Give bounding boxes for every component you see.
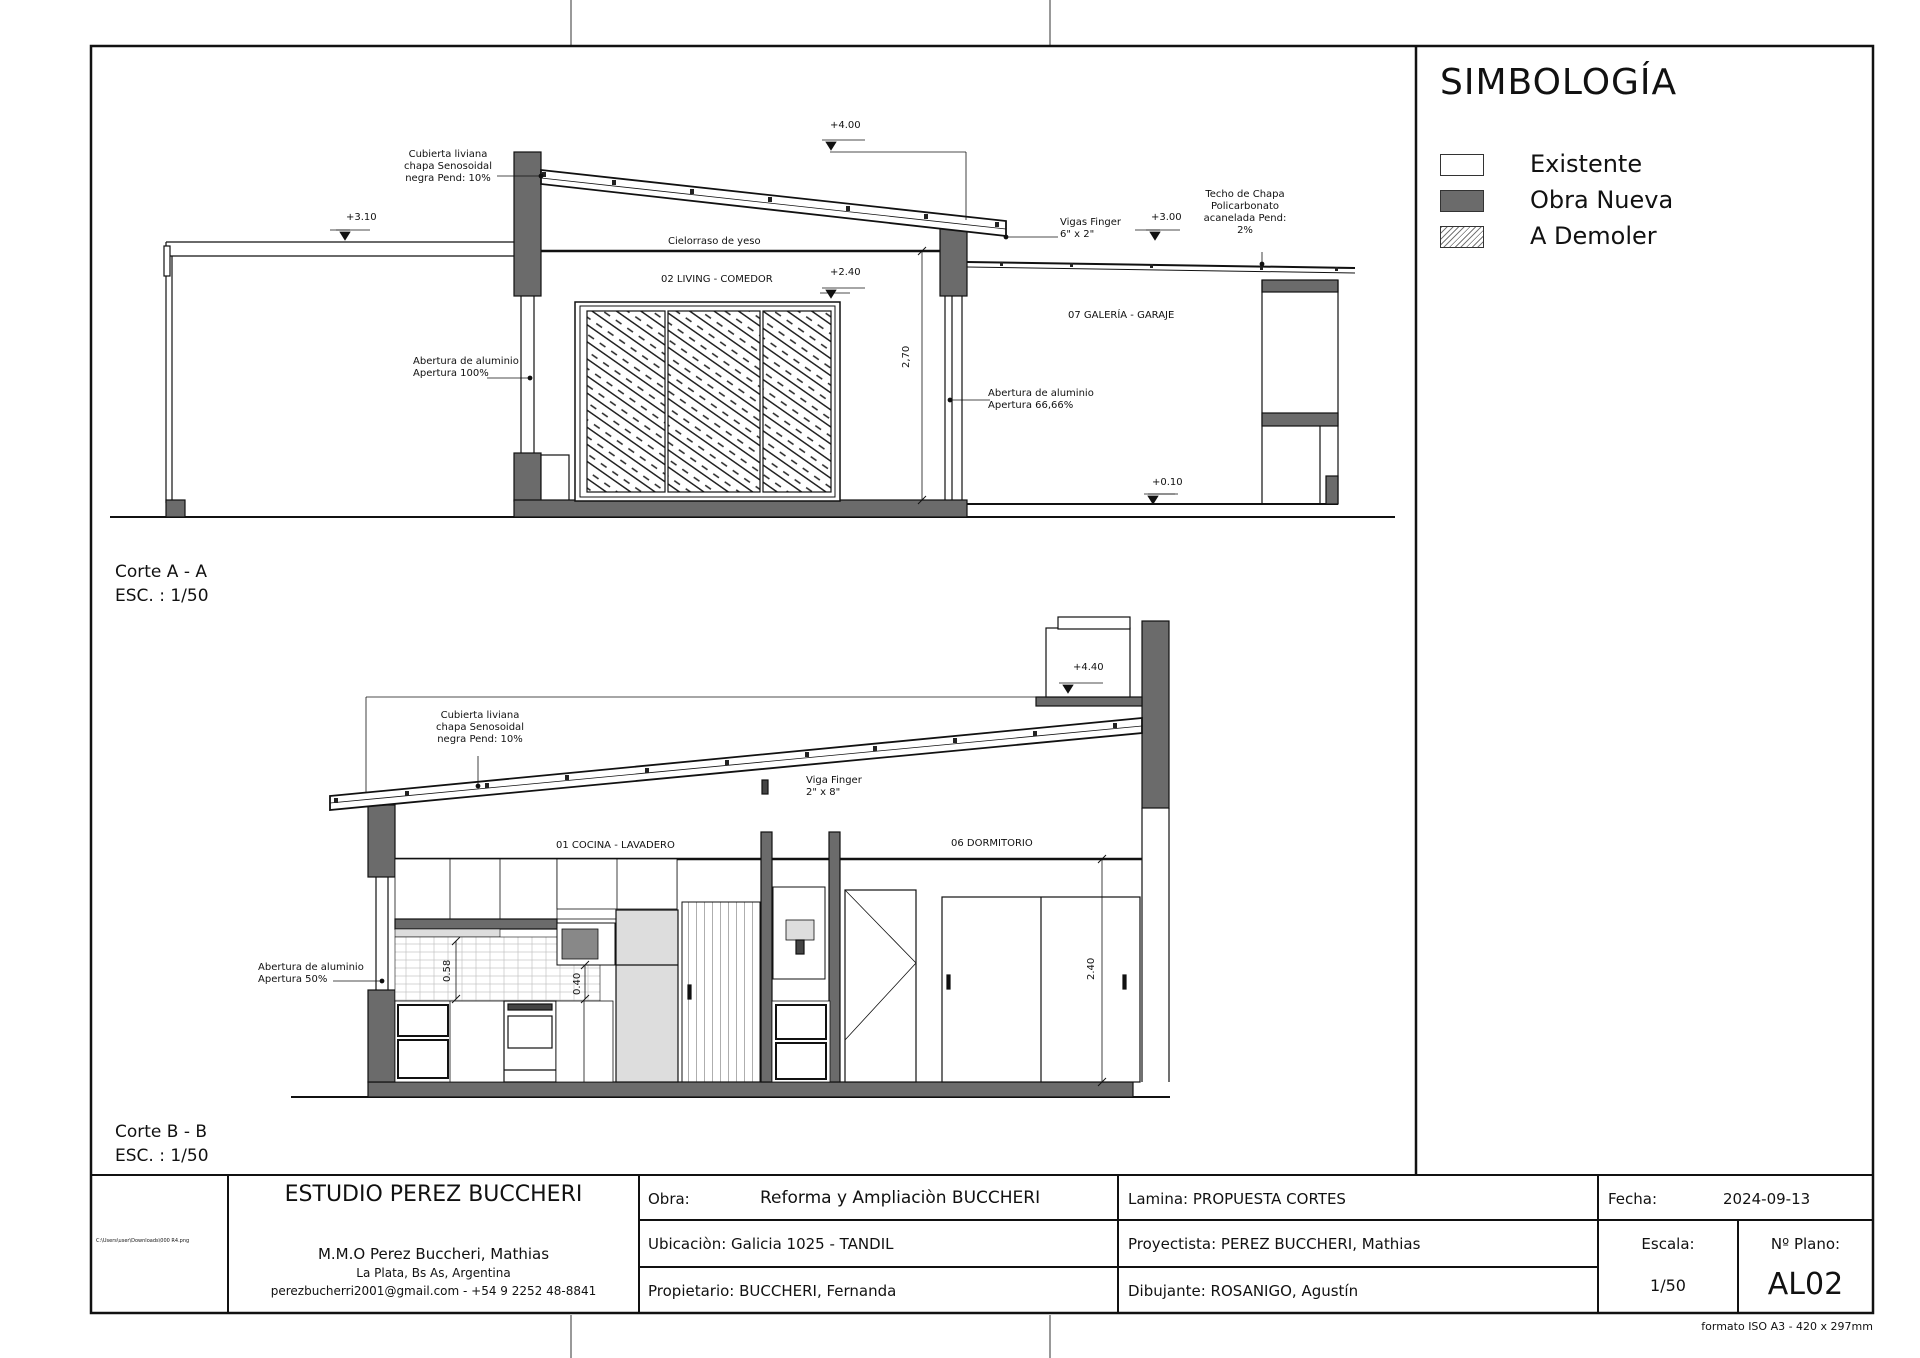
studio-name: ESTUDIO PEREZ BUCCHERI [284, 1182, 583, 1207]
level-a-310: +3.10 [346, 212, 377, 223]
studio-city: La Plata, Bs As, Argentina [356, 1266, 511, 1280]
dim-b-058: 0.58 [442, 959, 453, 982]
studio-contact: perezbucherri2001@gmail.com - +54 9 2252 48-8841 [270, 1284, 597, 1298]
level-a-300: +3.00 [1151, 212, 1182, 223]
legend-item-obra-nueva: Obra Nueva [1530, 186, 1674, 214]
swatch-existente [1440, 154, 1484, 176]
room-dormitorio: 06 DORMITORIO [951, 838, 1033, 849]
plano-value: AL02 [1767, 1267, 1844, 1302]
legend-item-a-demoler: A Demoler [1530, 222, 1657, 250]
section-a-caption: Corte A - A [115, 562, 207, 582]
lamina: Lamina: PROPUESTA CORTES [1128, 1190, 1346, 1208]
section-a-scale: ESC. : 1/50 [115, 586, 209, 606]
label-abertura-66: Abertura de aluminio Apertura 66,66% [988, 388, 1094, 411]
label-vigas-finger: Vigas Finger 6" x 2" [1060, 217, 1122, 240]
fecha-label: Fecha: [1608, 1190, 1658, 1208]
label-viga-finger: Viga Finger 2" x 8" [806, 775, 862, 798]
obra-label: Obra: [648, 1190, 690, 1208]
legend-item-existente: Existente [1530, 150, 1643, 178]
architect-name: M.M.O Perez Buccheri, Mathias [317, 1245, 550, 1263]
label-techo-chapa: Techo de Chapa Policarbonato acanelada Pend: 2% [1203, 189, 1287, 236]
dim-b-240: 2.40 [1086, 957, 1097, 980]
legend-title: SIMBOLOGÍA [1440, 62, 1678, 103]
dim-b-040: 0.40 [572, 972, 583, 995]
section-b-scale: ESC. : 1/50 [115, 1146, 209, 1166]
section-b-caption: Corte B - B [115, 1122, 208, 1142]
level-a-400: +4.00 [830, 120, 861, 131]
propietario: Propietario: BUCCHERI, Fernanda [648, 1282, 897, 1300]
section-b-drawing [291, 617, 1170, 1097]
escala-label: Escala: [1641, 1235, 1695, 1253]
sliding-door-a [575, 302, 840, 501]
level-a-240: +2.40 [830, 267, 861, 278]
level-a-010: +0.10 [1152, 477, 1183, 488]
swatch-obra-nueva [1440, 190, 1484, 212]
dim-a-270: 2,70 [901, 345, 912, 368]
fecha-value: 2024-09-13 [1723, 1190, 1811, 1208]
format-note: formato ISO A3 - 420 x 297mm [1701, 1320, 1873, 1333]
label-cubierta-b: Cubierta liviana chapa Senosoidal negra Pend: 10% [436, 710, 524, 745]
plano-label: Nº Plano: [1770, 1235, 1841, 1253]
obra-value: Reforma y Ampliaciòn BUCCHERI [760, 1188, 1041, 1208]
room-cocina: 01 COCINA - LAVADERO [556, 840, 675, 851]
label-cubierta-a: Cubierta liviana chapa Senosoidal negra Pend: 10% [404, 149, 492, 184]
level-b-440: +4.40 [1073, 662, 1104, 673]
proyectista: Proyectista: PEREZ BUCCHERI, Mathias [1128, 1235, 1421, 1253]
label-cielorraso: Cielorraso de yeso [668, 236, 761, 247]
dibujante: Dibujante: ROSANIGO, Agustín [1128, 1282, 1359, 1300]
swatch-a-demoler [1440, 226, 1484, 248]
label-abertura-50: Abertura de aluminio Apertura 50% [258, 962, 364, 985]
label-abertura-100: Abertura de aluminio Apertura 100% [413, 356, 519, 379]
file-path: C:\Users\user\Downloads\000 R4.png [96, 1238, 190, 1244]
room-galeria: 07 GALERÍA - GARAJE [1068, 310, 1175, 321]
room-living: 02 LIVING - COMEDOR [661, 274, 773, 285]
escala-value: 1/50 [1650, 1276, 1686, 1295]
ubicacion: Ubicaciòn: Galicia 1025 - TANDIL [648, 1235, 894, 1253]
